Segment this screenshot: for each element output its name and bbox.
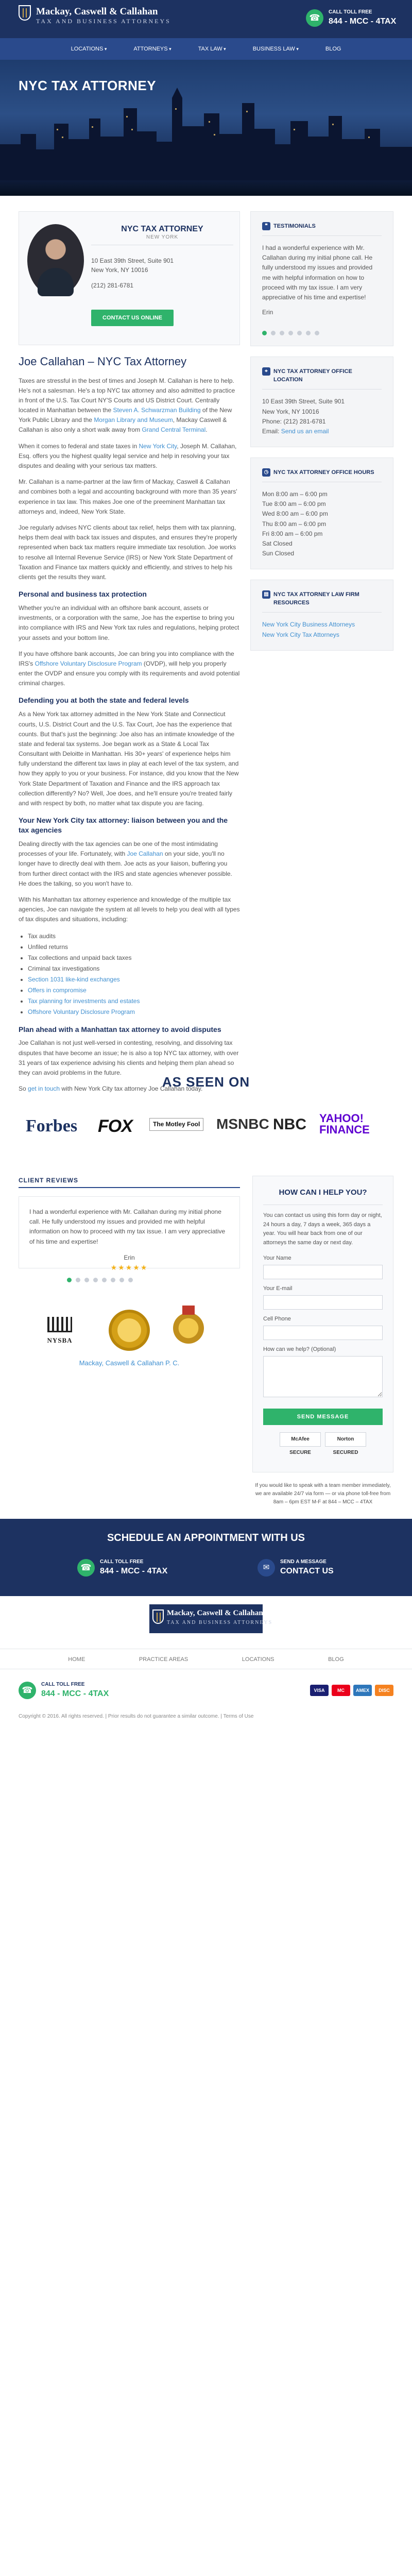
nysba-badge [39, 1310, 80, 1351]
attorney-photo [27, 224, 84, 296]
shield-icon [152, 1609, 164, 1624]
payment-cards [310, 1685, 393, 1696]
list-item[interactable] [28, 996, 240, 1007]
clock-icon: ◷ [262, 468, 270, 477]
profile-subtitle: NEW YORK [146, 234, 179, 240]
location-pin-icon: ⌖ [262, 367, 270, 376]
review-author: Erin [124, 1253, 135, 1261]
list-item [28, 942, 240, 953]
section-heading: Plan ahead with a Manhattan tax attorney to avoid disputes [19, 1025, 221, 1033]
paragraph: Whether you're an individual with an offshore bank account, assets or investments, or a corporation with the same, Joe has the expertise to bring you into compliance with IRS and New York tax rules and regulations, helping protect your assets and your bottom line. [19, 604, 239, 641]
hero-banner [0, 60, 412, 196]
client-reviews-title: CLIENT REVIEWS [19, 1177, 79, 1184]
footer-nav-home[interactable]: HOME [68, 1656, 85, 1663]
paragraph: As a New York tax attorney admitted in the New York State and Connecticut courts, U.S. District Court and the U.S. Tax Court, Joe has the experience that counts. But that's just the beginning: Joe also has an intimate knowledge of the state and federal tax systems. Joe began work as a State & Local Tax Consultant with Deloitte in Manhattan. His 30+ years' of experience helps him fully understand the different tax laws in play at each level of the tax system, and how they apply to you or your business. For instance, did you know that the New York State Department of Taxation and Finance and the IRS approach tax collection differently? No? Well, Joe does, and he'll ensure you're treated fairly and with respect by both, no matter what tax dispute you are facing. [19, 710, 239, 807]
widget-heading [262, 367, 382, 384]
nav-locations[interactable]: LOCATIONS ▾ [58, 38, 121, 60]
schedule-message[interactable] [258, 1557, 371, 1581]
link-joe-callahan[interactable]: Joe Callahan [127, 850, 163, 858]
discover-icon: DISC [375, 1685, 393, 1696]
carousel-dot[interactable] [128, 1278, 133, 1282]
carousel-dot[interactable] [288, 331, 293, 335]
office-email [262, 427, 382, 436]
contact-us-link[interactable]: CONTACT US [280, 1567, 334, 1575]
list-item-text: Tax audits [28, 932, 56, 940]
paragraph: Mr. Callahan is a name-partner at the law firm of Mackay, Caswell & Callahan and combines both a legal and accounting background with more than 35 years' experience in tax law. This makes Joe one of the preeminent Manhattan tax attorneys and, indeed, New York State. [19, 478, 237, 515]
list-item [28, 931, 240, 942]
list-item-link[interactable]: Offshore Voluntary Disclosure Program [28, 1008, 135, 1015]
widget-heading-text: TESTIMONIALS [273, 223, 316, 229]
call-label: CALL TOLL FREE [100, 1559, 144, 1565]
link-grand-central[interactable]: Grand Central Terminal [142, 426, 206, 434]
office-location-widget [250, 357, 393, 447]
nav-blog[interactable]: BLOG [325, 46, 341, 52]
carousel-dot[interactable] [119, 1278, 124, 1282]
text: of the New York Public Library and the [19, 406, 232, 424]
media-logos [26, 1108, 386, 1139]
forbes-logo: Forbes [26, 1116, 78, 1136]
norton-badge: Norton SECURED [325, 1432, 366, 1447]
office-details [262, 397, 382, 436]
main-nav [0, 38, 412, 60]
list-item-text: Tax collections and unpaid back taxes [28, 954, 132, 961]
resources-widget [250, 580, 393, 650]
footer-firm-subtitle: TAX AND BUSINESS ATTORNEYS [167, 1620, 273, 1625]
text: on your side, you'll no longer have to directly deal with them. Joe acts as your liaison, buffering you from further direct contact with the IRS and state agencies whenever possible. He does the talking, so you won't have to. [19, 850, 232, 887]
mastercard-icon: MC [332, 1685, 350, 1696]
text: If you have offshore bank accounts, Joe can bring you into compliance with the IRS's [19, 650, 234, 667]
shield-icon [19, 5, 31, 21]
text: , Joseph M. Callahan, Esq. offers you the highest quality legal service and help in resolving your tax disputes and dealing with your serious tax matters. [19, 442, 237, 469]
mcafee-badge: McAfee SECURE [280, 1432, 321, 1447]
hero-title: NYC TAX ATTORNEY [19, 78, 157, 93]
message-textarea[interactable] [263, 1356, 383, 1397]
office-hours-list [262, 489, 382, 558]
footer-bottom [0, 1669, 412, 1710]
hours-row: Thu 8:00 am – 6:00 pm [262, 520, 327, 528]
medal-icon [173, 1313, 204, 1344]
carousel-dot[interactable] [102, 1278, 107, 1282]
list-item-text: Unfiled returns [28, 943, 68, 951]
copyright: Copyright © 2016. All rights reserved. | Prior results do not guarantee a similar outcome. | Terms of Use [19, 1714, 254, 1719]
carousel-dots [262, 331, 382, 335]
section-heading: Defending you at both the state and federal levels [19, 696, 189, 705]
office-phone[interactable]: Phone: (212) 281-6781 [262, 417, 326, 425]
widget-heading [262, 590, 382, 607]
divider [19, 1187, 240, 1188]
phone-input[interactable] [263, 1326, 383, 1340]
nav-tax-law[interactable]: TAX LAW ▾ [185, 38, 239, 60]
text: Dealing directly with the tax agencies can be one of the most intimidating processes of your life. Fortunately, with [19, 840, 218, 858]
tax-situations-list [28, 931, 240, 1018]
section-heading: Personal and business tax protection [19, 590, 147, 599]
paragraph [19, 442, 240, 471]
text: So [19, 1085, 28, 1093]
sidebar [250, 211, 393, 661]
paragraph: Joe Callahan is not just well-versed in contesting, resolving, and dissolving tax disputes that have become an issue; he is also a top NYC tax attorney, with over 31 years of tax experience advising his clients and helping them plan ahead so they can avoid problems in the future. [19, 1039, 239, 1076]
city-skyline-image [0, 88, 412, 180]
form-note: If you would like to speak with a team member immediately, we are available 24/7 via form — or via phone toll-free from 8am – 6pm EST M-F at 844 – MCC – 4TAX [255, 1483, 391, 1505]
attorney-profile-card [19, 211, 240, 345]
article [19, 354, 240, 1094]
paragraph [19, 376, 240, 435]
widget-heading [262, 222, 382, 230]
list-item [28, 963, 240, 974]
folder-icon: ▤ [262, 590, 270, 599]
text: . [205, 426, 208, 434]
list-item-link[interactable]: Section 1031 like-kind exchanges [28, 975, 120, 983]
carousel-dot[interactable] [67, 1278, 72, 1282]
nbc-logo: NBC [273, 1116, 306, 1133]
phone-icon: ☎ [77, 1559, 95, 1577]
nysba-label: NYSBA [47, 1336, 73, 1344]
firm-caption: Mackay, Caswell & Callahan P. C. [79, 1359, 180, 1367]
resource-link-business-attorneys[interactable]: New York City Business Attorneys [262, 621, 355, 629]
call-number[interactable]: 844 - MCC - 4TAX [329, 17, 397, 26]
widget-heading-text: NYC TAX ATTORNEY LAW FIRM RESOURCES [273, 591, 359, 606]
text: with New York City tax attorney Joe Callahan today. [60, 1085, 203, 1093]
text: (OVDP), will help you properly enter the OVDP and ensure you comply with its requirements and avoid potential criminal charges. [19, 659, 240, 687]
columns-icon [47, 1317, 72, 1332]
text: When it comes to federal and state taxes in [19, 442, 139, 450]
hours-row: Mon 8:00 am – 6:00 pm [262, 490, 328, 498]
widget-heading-text: NYC TAX ATTORNEY OFFICE LOCATION [273, 368, 352, 383]
carousel-dot[interactable] [84, 1278, 89, 1282]
article-title: Joe Callahan – NYC Tax Attorney [19, 355, 187, 368]
footer-nav-practice-areas[interactable]: PRACTICE AREAS [139, 1656, 188, 1663]
email-input[interactable] [263, 1295, 383, 1310]
divider [262, 612, 382, 613]
testimonials-widget [250, 211, 393, 346]
section-heading: Your New York City tax attorney: liaison between you and the tax agencies [19, 816, 228, 835]
carousel-dot[interactable] [76, 1278, 80, 1282]
hours-row: Sun Closed [262, 550, 295, 557]
hours-row: Wed 8:00 am – 6:00 pm [262, 510, 328, 518]
resource-links [262, 620, 382, 639]
footer-logo-bar [0, 1596, 412, 1642]
profile-title: NYC TAX ATTORNEY [121, 225, 203, 233]
as-seen-on-title: AS SEEN ON [162, 1074, 250, 1090]
firm-subtitle: TAX AND BUSINESS ATTORNEYS [36, 18, 171, 25]
footer-logo[interactable] [149, 1604, 273, 1633]
email-label: Email: [262, 427, 281, 435]
link-ovdp[interactable]: Offshore Voluntary Disclosure Program [35, 659, 142, 667]
footer-firm-name: Mackay, Caswell & Callahan [167, 1609, 263, 1617]
yahoo-finance-logo: YAHOO! FINANCE [319, 1112, 370, 1136]
carousel-dot[interactable] [306, 331, 311, 335]
email-label: Your E-mail [263, 1285, 293, 1292]
carousel-dot[interactable] [111, 1278, 115, 1282]
send-message-button[interactable]: SEND MESSAGE [263, 1409, 383, 1425]
footer-nav [0, 1649, 412, 1669]
visa-icon: VISA [310, 1685, 329, 1696]
paragraph: Joe regularly advises NYC clients about tax relief, helps them with tax planning, helps them deal with back tax issues and disputes, and ensures they're properly represented when back tax matters require immediate tax resolution. Joe works to resolve all Internal Revenue Service (IRS) or New York State Department of Taxation and Finance tax matters quickly and efficiently, and strives to help his clients get the results they want. [19, 523, 237, 581]
form-intro: You can contact us using this form day or night, 24 hours a day, 7 days a week, 365 days a year. You will hear back from one of our attorneys the same day or next day. [263, 1212, 382, 1246]
widget-heading [262, 468, 382, 477]
office-hours-widget [250, 457, 393, 569]
site-header [0, 0, 412, 38]
profile-phone[interactable]: (212) 281-6781 [91, 282, 134, 289]
list-item [28, 953, 240, 963]
office-address-line1: 10 East 39th Street, Suite 901 [262, 398, 345, 405]
carousel-dot[interactable] [315, 331, 319, 335]
hours-row: Fri 8:00 am – 6:00 pm [262, 530, 323, 537]
profile-address-line2: New York, NY 10016 [91, 266, 148, 274]
hours-row: Tue 8:00 am – 6:00 pm [262, 500, 326, 508]
list-item[interactable] [28, 985, 240, 996]
divider [262, 235, 382, 236]
nav-business-law[interactable]: BUSINESS LAW ▾ [239, 38, 312, 60]
office-address-line2: New York, NY 10016 [262, 408, 319, 415]
fox-logo: FOX [98, 1116, 132, 1136]
contact-form [252, 1176, 393, 1472]
list-item-link[interactable]: Tax planning for investments and estates [28, 997, 140, 1005]
review-text: I had a wonderful experience with Mr. Callahan during my initial phone call. He fully understood my issues and provided me with helpful information on how to proceed with my tax issue. I am very appreciative of his time and expertise! [29, 1208, 226, 1245]
message-label: SEND A MESSAGE [280, 1559, 327, 1565]
carousel-dot[interactable] [93, 1278, 98, 1282]
phone-label: Cell Phone [263, 1315, 291, 1322]
form-title: HOW CAN I HELP YOU? [279, 1188, 367, 1197]
reviews-and-form-section [0, 1160, 412, 1505]
quote-icon: ❝ [262, 222, 270, 230]
carousel-dot[interactable] [297, 331, 302, 335]
phone-icon: ☎ [306, 9, 323, 27]
resource-link-tax-attorneys[interactable]: New York City Tax Attorneys [262, 631, 339, 638]
name-input[interactable] [263, 1265, 383, 1279]
msnbc-logo: MSNBC [216, 1116, 269, 1132]
review-card [19, 1196, 240, 1272]
paragraph: With his Manhattan tax attorney experience and knowledge of the multiple tax agencies, Joe can navigate the system at all levels to help you deal with all types of tax disputes and situations, including: [19, 895, 240, 923]
main-column [19, 211, 240, 1100]
gold-seal-icon [109, 1310, 150, 1351]
paragraph [19, 839, 240, 889]
message-label: How can we help? (Optional) [263, 1346, 336, 1352]
review-carousel-dots [67, 1278, 133, 1282]
header-call[interactable] [306, 7, 397, 30]
testimonial-author: Erin [262, 309, 273, 316]
as-seen-on-section [0, 1046, 412, 1154]
schedule-appointment-section [0, 1519, 412, 1596]
nav-attorneys[interactable]: ATTORNEYS ▾ [120, 38, 184, 60]
river-reflection [0, 180, 412, 196]
testimonial [262, 243, 382, 317]
envelope-icon: ✉ [258, 1559, 275, 1577]
phone-icon: ☎ [19, 1682, 36, 1699]
schedule-call[interactable] [77, 1557, 191, 1581]
list-item[interactable] [28, 1007, 240, 1018]
text: Taxes are stressful in the best of times and Joseph M. Callahan is here to help. He's not a salesman. He's a top NYC tax attorney and also admitted to practice in front of the U.S. Tax Court NY'S Courts and US District Court. Centrally located in Manhattan between the [19, 377, 235, 414]
link-morgan-library[interactable]: Morgan Library and Museum [94, 416, 173, 424]
contact-us-online-button[interactable]: CONTACT US ONLINE [91, 310, 174, 326]
name-label: Your Name [263, 1255, 291, 1261]
profile-address-line1: 10 East 39th Street, Suite 901 [91, 257, 174, 264]
text: , Mackay Caswell & Callahan is also only a short walk away from [19, 416, 227, 434]
call-label: CALL TOLL FREE [329, 9, 372, 15]
link-get-in-touch[interactable]: get in touch [28, 1085, 60, 1093]
carousel-dot[interactable] [280, 331, 284, 335]
testimonial-text: I had a wonderful experience with Mr. Callahan during my initial phone call. He fully understood my issues and provided me with helpful information on how to proceed with my tax issue. I am very appreciative of his time and expertise! [262, 244, 373, 301]
motley-fool-logo: The Motley Fool [149, 1118, 203, 1131]
paragraph [19, 649, 240, 689]
amex-icon: AMEX [353, 1685, 372, 1696]
list-item[interactable] [28, 974, 240, 985]
send-email-link[interactable]: Send us an email [281, 427, 329, 435]
list-item-text: Criminal tax investigations [28, 964, 100, 972]
schedule-title: SCHEDULE AN APPOINTMENT WITH US [107, 1532, 305, 1544]
firm-logo[interactable] [19, 3, 171, 35]
link-schwarzman-building[interactable]: Steven A. Schwarzman Building [113, 406, 201, 414]
list-item-link[interactable]: Offers in compromise [28, 986, 87, 994]
trust-badges [263, 1432, 383, 1455]
footer-nav-locations[interactable]: LOCATIONS [242, 1656, 274, 1663]
footer-nav-blog[interactable]: BLOG [328, 1656, 344, 1663]
carousel-dot[interactable] [271, 331, 276, 335]
widget-heading-text: NYC TAX ATTORNEY OFFICE HOURS [273, 469, 374, 476]
call-number[interactable]: 844 - MCC - 4TAX [41, 1689, 109, 1698]
firm-name: Mackay, Caswell & Callahan [36, 6, 158, 17]
page-whitespace [0, 1731, 412, 2576]
hours-row: Sat Closed [262, 540, 293, 547]
call-number[interactable]: 844 - MCC - 4TAX [100, 1567, 168, 1575]
carousel-dot[interactable] [262, 331, 267, 335]
footer-call[interactable] [19, 1680, 122, 1702]
call-label: CALL TOLL FREE [41, 1682, 85, 1687]
link-new-york-city[interactable]: New York City [139, 442, 177, 450]
star-rating-icon: ★★★★★ [110, 1263, 148, 1272]
